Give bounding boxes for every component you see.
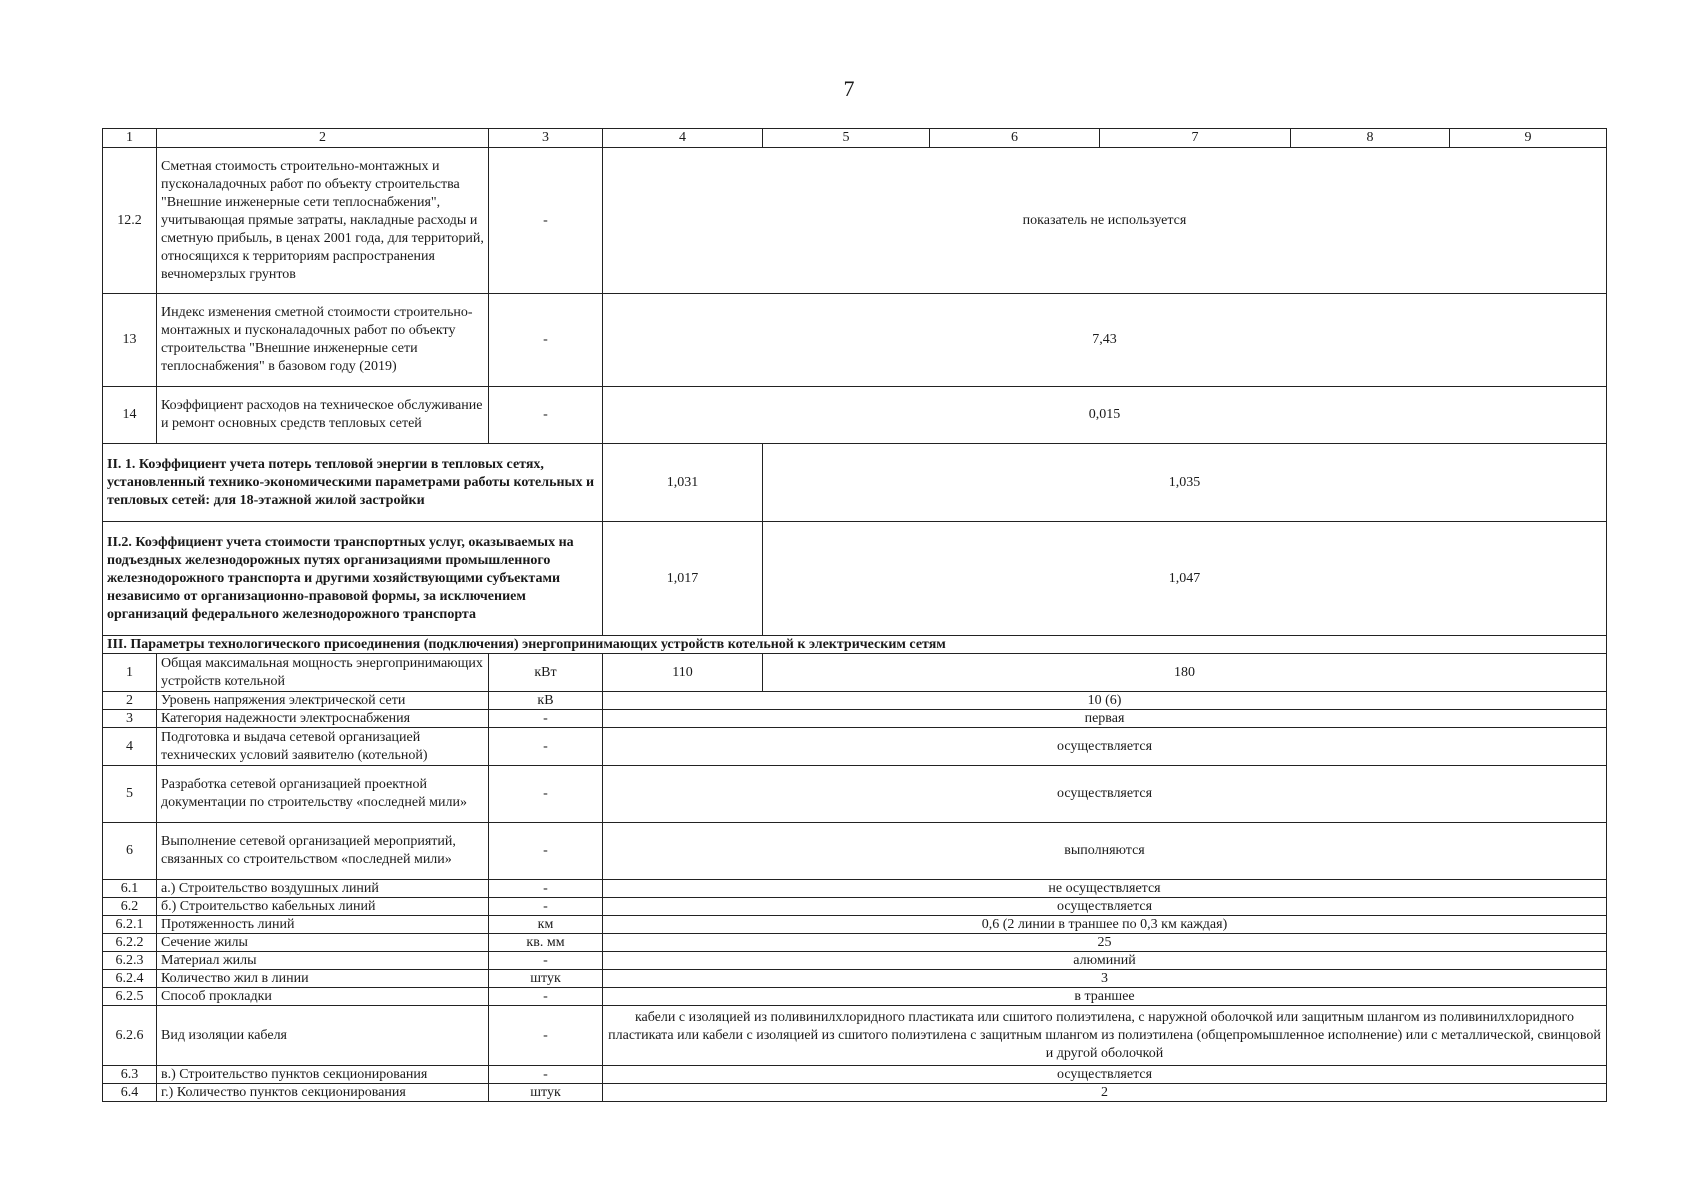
row-number: 6.2.2	[103, 934, 157, 952]
row-unit: -	[489, 952, 603, 970]
row-name: Вид изоляции кабеля	[157, 1006, 489, 1066]
table-row	[103, 1084, 1607, 1102]
table-row	[103, 654, 1607, 692]
column-header: 1	[103, 129, 157, 148]
column-header: 8	[1291, 129, 1450, 148]
row-unit: -	[489, 823, 603, 880]
table-row	[103, 952, 1607, 970]
column-header: 5	[763, 129, 930, 148]
row-number: 3	[103, 710, 157, 728]
row-number: 6.2.1	[103, 916, 157, 934]
row-value: 10 (6)	[603, 692, 1607, 710]
row-value: осуществляется	[603, 728, 1607, 766]
table-row	[103, 766, 1607, 823]
row-name: г.) Количество пунктов секционирования	[157, 1084, 489, 1102]
column-header: 6	[930, 129, 1100, 148]
row-value-col4: 1,017	[603, 522, 763, 636]
section-label: II.2. Коэффициент учета стоимости транспортных услуг, оказываемых на подъездных железнодорожных путях организациями промышленного железнодорожного транспорта и другими хозяйствующими субъектами независимо от организационно-правовой формы, за исключением организаций федерального железнодорожного транспорта	[103, 522, 603, 636]
row-name: Способ прокладки	[157, 988, 489, 1006]
row-unit: -	[489, 880, 603, 898]
table-row	[103, 387, 1607, 444]
row-number: 6.2.4	[103, 970, 157, 988]
row-name: в.) Строительство пунктов секционирования	[157, 1066, 489, 1084]
row-name: Индекс изменения сметной стоимости строительно-монтажных и пусконаладочных работ по объекту строительства "Внешние инженерные сети теплоснабжения" в базовом году (2019)	[157, 294, 489, 387]
table-row	[103, 148, 1607, 294]
section-ii1-row	[103, 444, 1607, 522]
row-number: 6.2.6	[103, 1006, 157, 1066]
row-number: 5	[103, 766, 157, 823]
table-row	[103, 934, 1607, 952]
row-unit: штук	[489, 970, 603, 988]
row-value-col5-9: 1,035	[763, 444, 1607, 522]
row-value-col5-9: 180	[763, 654, 1607, 692]
row-unit: км	[489, 916, 603, 934]
column-header: 3	[489, 129, 603, 148]
table-row	[103, 1006, 1607, 1066]
row-value: не осуществляется	[603, 880, 1607, 898]
table-row	[103, 970, 1607, 988]
row-value-col4: 1,031	[603, 444, 763, 522]
row-value: алюминий	[603, 952, 1607, 970]
row-value: 0,015	[603, 387, 1607, 444]
row-number: 6.4	[103, 1084, 157, 1102]
row-unit: -	[489, 710, 603, 728]
row-number: 6.2	[103, 898, 157, 916]
row-value: в траншее	[603, 988, 1607, 1006]
row-name: Категория надежности электроснабжения	[157, 710, 489, 728]
row-unit: -	[489, 387, 603, 444]
column-header: 4	[603, 129, 763, 148]
parameters-table	[102, 128, 1607, 1102]
row-unit: кВт	[489, 654, 603, 692]
section-iii-row	[103, 636, 1607, 654]
table-row	[103, 916, 1607, 934]
row-name: Сметная стоимость строительно-монтажных и пусконаладочных работ по объекту строительства "Внешние инженерные сети теплоснабжения", учитывающая прямые затраты, накладные расходы и сметную прибыль, в ценах 2001 года, для территорий, относящихся к территориям распространения вечномерзлых грунтов	[157, 148, 489, 294]
table-row	[103, 823, 1607, 880]
row-name: Протяженность линий	[157, 916, 489, 934]
row-number: 13	[103, 294, 157, 387]
column-header: 2	[157, 129, 489, 148]
row-name: Количество жил в линии	[157, 970, 489, 988]
row-name: Разработка сетевой организацией проектной документации по строительству «последней мили»	[157, 766, 489, 823]
column-header: 7	[1100, 129, 1291, 148]
row-unit: -	[489, 1066, 603, 1084]
row-number: 14	[103, 387, 157, 444]
row-number: 6.3	[103, 1066, 157, 1084]
row-value-col4: 110	[603, 654, 763, 692]
table-row	[103, 728, 1607, 766]
table-row	[103, 710, 1607, 728]
row-name: Выполнение сетевой организацией мероприятий, связанных со строительством «последней мили»	[157, 823, 489, 880]
row-number: 6.1	[103, 880, 157, 898]
row-value: 3	[603, 970, 1607, 988]
row-value: выполняются	[603, 823, 1607, 880]
row-name: Сечение жилы	[157, 934, 489, 952]
row-number: 1	[103, 654, 157, 692]
table-row	[103, 880, 1607, 898]
row-unit: штук	[489, 1084, 603, 1102]
row-number: 6.2.5	[103, 988, 157, 1006]
row-unit: кв. мм	[489, 934, 603, 952]
table-row	[103, 898, 1607, 916]
row-name: Уровень напряжения электрической сети	[157, 692, 489, 710]
table-row	[103, 692, 1607, 710]
row-unit: -	[489, 898, 603, 916]
row-value: 25	[603, 934, 1607, 952]
row-unit: -	[489, 294, 603, 387]
row-value: 2	[603, 1084, 1607, 1102]
row-value: 7,43	[603, 294, 1607, 387]
row-unit: -	[489, 988, 603, 1006]
row-value: осуществляется	[603, 898, 1607, 916]
row-unit: -	[489, 148, 603, 294]
column-number-row	[103, 129, 1607, 148]
row-unit: -	[489, 1006, 603, 1066]
row-unit: -	[489, 766, 603, 823]
row-number: 4	[103, 728, 157, 766]
row-unit: кВ	[489, 692, 603, 710]
page-number: 7	[843, 76, 855, 101]
row-unit: -	[489, 728, 603, 766]
row-number: 12.2	[103, 148, 157, 294]
row-number: 6	[103, 823, 157, 880]
row-value: 0,6 (2 линии в траншее по 0,3 км каждая)	[603, 916, 1607, 934]
row-value: осуществляется	[603, 1066, 1607, 1084]
row-name: а.) Строительство воздушных линий	[157, 880, 489, 898]
row-name: Подготовка и выдача сетевой организацией технических условий заявителю (котельной)	[157, 728, 489, 766]
section-label: II. 1. Коэффициент учета потерь тепловой энергии в тепловых сетях, установленный технико-экономическими параметрами работы котельных и тепловых сетей: для 18-этажной жилой застройки	[103, 444, 603, 522]
row-number: 2	[103, 692, 157, 710]
row-value: показатель не используется	[603, 148, 1607, 294]
row-name: Общая максимальная мощность энергопринимающих устройств котельной	[157, 654, 489, 692]
row-value: кабели с изоляцией из поливинилхлоридного пластиката или сшитого полиэтилена, с наружной оболочкой или защитным шлангом из поливинилхлоридного пластиката или кабели с изоляцией из сшитого полиэтилена с защитным шлангом из полиэтилена (общепромышленное исполнение) или с металлической, свинцовой и другой оболочкой	[603, 1006, 1607, 1066]
row-name: Материал жилы	[157, 952, 489, 970]
column-header: 9	[1450, 129, 1607, 148]
row-value: осуществляется	[603, 766, 1607, 823]
row-number: 6.2.3	[103, 952, 157, 970]
table-row	[103, 1066, 1607, 1084]
row-value-col5-9: 1,047	[763, 522, 1607, 636]
table-row	[103, 988, 1607, 1006]
table-row	[103, 294, 1607, 387]
section-ii2-row	[103, 522, 1607, 636]
section-label: III. Параметры технологического присоединения (подключения) энергопринимающих устройств котельной к электрическим сетям	[103, 636, 1607, 654]
row-value: первая	[603, 710, 1607, 728]
row-name: Коэффициент расходов на техническое обслуживание и ремонт основных средств тепловых сетей	[157, 387, 489, 444]
row-name: б.) Строительство кабельных линий	[157, 898, 489, 916]
